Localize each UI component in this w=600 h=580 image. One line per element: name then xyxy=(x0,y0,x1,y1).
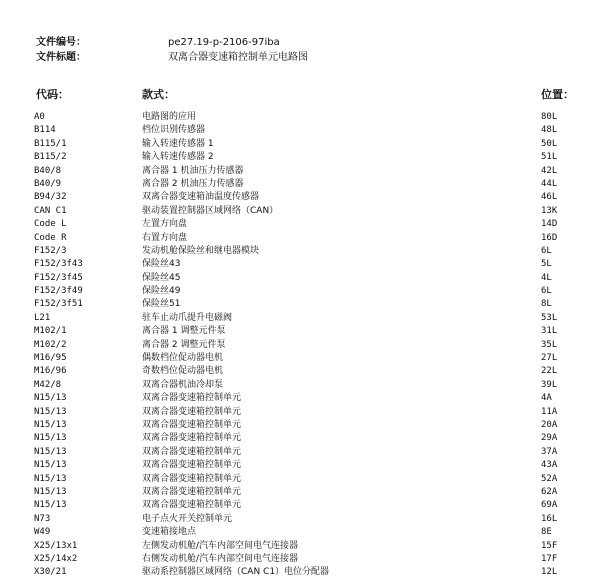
row-code: B94/32 xyxy=(34,192,67,203)
row-position: 16L xyxy=(541,513,558,524)
table-row xyxy=(0,432,600,445)
row-position: 48L xyxy=(541,125,558,136)
row-position: 12L xyxy=(541,567,558,578)
component-table xyxy=(0,111,600,580)
row-description: 输入转速传感器 1 xyxy=(142,138,214,149)
row-position: 46L xyxy=(541,192,558,203)
row-description: 保险丝49 xyxy=(142,286,181,297)
header-position: 位置： xyxy=(541,88,574,101)
row-description: 左侧发动机舱/汽车内部空间电气连接器 xyxy=(142,540,299,551)
row-position: 8E xyxy=(541,527,552,538)
row-position: 29A xyxy=(541,433,558,444)
table-row xyxy=(0,379,600,392)
row-code: L21 xyxy=(34,312,51,323)
row-description: 双离合器变速箱控制单元 xyxy=(142,419,242,430)
table-row xyxy=(0,526,600,539)
row-code: X30/21 xyxy=(34,567,67,578)
row-position: 43A xyxy=(541,460,558,471)
row-description: 电子点火开关控制单元 xyxy=(142,513,233,524)
row-position: 53L xyxy=(541,312,558,323)
row-description: 双离合器变速箱控制单元 xyxy=(142,500,242,511)
row-code: CAN C1 xyxy=(34,205,67,216)
header-description: 款式： xyxy=(142,88,175,101)
row-description: 电路图的应用 xyxy=(142,112,197,122)
table-row xyxy=(0,124,600,137)
row-position: 42L xyxy=(541,165,558,176)
row-position: 20A xyxy=(541,419,558,430)
table-row xyxy=(0,540,600,553)
row-description: 驻车止动爪提升电磁阀 xyxy=(142,312,233,323)
row-description: 离合器 2 调整元件泵 xyxy=(142,339,226,350)
row-code: M102/1 xyxy=(34,326,67,337)
row-description: 离合器 2 机油压力传感器 xyxy=(142,178,244,189)
row-code: X25/13x1 xyxy=(34,540,78,551)
table-row xyxy=(0,553,600,566)
table-row xyxy=(0,272,600,285)
row-code: B115/1 xyxy=(34,138,67,149)
row-code: F152/3f45 xyxy=(34,272,83,283)
row-code: M42/8 xyxy=(34,379,62,390)
row-position: 27L xyxy=(541,353,558,364)
table-row xyxy=(0,138,600,151)
row-position: 6L xyxy=(541,245,552,256)
row-code: N15/13 xyxy=(34,419,67,430)
row-code: B40/8 xyxy=(34,165,62,176)
row-code: N15/13 xyxy=(34,393,67,404)
document-number-label: 文件编号： xyxy=(36,37,86,48)
table-row xyxy=(0,325,600,338)
row-description: 左置方向盘 xyxy=(142,219,188,230)
table-row xyxy=(0,446,600,459)
table-row xyxy=(0,258,600,271)
row-description: 双离合器变速箱控制单元 xyxy=(142,486,242,497)
row-code: B114 xyxy=(34,125,56,136)
row-description: 发动机舱保险丝和继电器模块 xyxy=(142,245,260,256)
row-description: 双离合器变速箱油温度传感器 xyxy=(142,192,260,203)
row-description: 奇数档位促动器电机 xyxy=(142,366,224,377)
table-row xyxy=(0,285,600,298)
table-row xyxy=(0,191,600,204)
row-code: N15/13 xyxy=(34,473,67,484)
row-description: 保险丝45 xyxy=(142,272,181,283)
row-position: 16D xyxy=(541,232,558,243)
row-description: 保险丝51 xyxy=(142,299,181,310)
table-row xyxy=(0,499,600,512)
row-description: 离合器 1 机油压力传感器 xyxy=(142,165,244,176)
row-code: W49 xyxy=(34,527,51,538)
row-position: 15F xyxy=(541,540,558,551)
row-position: 17F xyxy=(541,553,558,564)
row-code: M16/95 xyxy=(34,353,67,364)
table-row xyxy=(0,352,600,365)
table-row xyxy=(0,111,600,124)
row-code: F152/3f51 xyxy=(34,299,83,310)
row-position: 31L xyxy=(541,326,558,337)
row-description: 右侧发动机舱/汽车内部空间电气连接器 xyxy=(142,553,299,564)
row-code: N15/13 xyxy=(34,446,67,457)
table-row xyxy=(0,339,600,352)
table-row xyxy=(0,232,600,245)
table-row xyxy=(0,513,600,526)
table-row xyxy=(0,486,600,499)
row-position: 39L xyxy=(541,379,558,390)
row-position: 4L xyxy=(541,272,552,283)
row-description: 驱动系控制器区域网络（CAN C1）电位分配器 xyxy=(142,567,330,578)
row-position: 22L xyxy=(541,366,558,377)
row-description: 档位识别传感器 xyxy=(142,125,206,136)
row-code: Code L xyxy=(34,219,67,230)
row-code: M102/2 xyxy=(34,339,67,350)
row-code: N15/13 xyxy=(34,460,67,471)
table-row xyxy=(0,392,600,405)
row-code: M16/96 xyxy=(34,366,67,377)
row-description: 右置方向盘 xyxy=(142,232,188,243)
header-code: 代码： xyxy=(36,88,69,101)
table-row xyxy=(0,245,600,258)
row-description: 双离合器变速箱控制单元 xyxy=(142,460,242,471)
row-code: X25/14x2 xyxy=(34,553,78,564)
row-description: 离合器 1 调整元件泵 xyxy=(142,326,226,337)
row-position: 8L xyxy=(541,299,552,310)
table-row xyxy=(0,365,600,378)
row-code: N15/13 xyxy=(34,406,67,417)
table-row xyxy=(0,459,600,472)
row-position: 37A xyxy=(541,446,558,457)
row-code: N15/13 xyxy=(34,500,67,511)
row-position: 6L xyxy=(541,286,552,297)
row-position: 5L xyxy=(541,259,552,270)
row-code: F152/3 xyxy=(34,245,67,256)
document-number-value: pe27.19-p-2106-97iba xyxy=(168,37,280,48)
row-position: 11A xyxy=(541,406,558,417)
row-code: B115/2 xyxy=(34,152,67,163)
document-title-label: 文件标题： xyxy=(36,52,86,63)
row-code: N15/13 xyxy=(34,433,67,444)
row-position: 14D xyxy=(541,219,558,230)
row-description: 输入转速传感器 2 xyxy=(142,152,214,163)
row-position: 35L xyxy=(541,339,558,350)
row-description: 驱动装置控制器区域网络（CAN） xyxy=(142,205,279,216)
row-code: B40/9 xyxy=(34,178,62,189)
row-description: 双离合器变速箱控制单元 xyxy=(142,406,242,417)
table-row xyxy=(0,165,600,178)
row-position: 13K xyxy=(541,205,558,216)
row-position: 80L xyxy=(541,112,558,122)
row-code: N73 xyxy=(34,513,51,524)
row-description: 双离合器变速箱控制单元 xyxy=(142,393,242,404)
table-row xyxy=(0,298,600,311)
row-position: 51L xyxy=(541,152,558,163)
table-row xyxy=(0,473,600,486)
table-row xyxy=(0,218,600,231)
row-description: 保险丝43 xyxy=(142,259,181,270)
row-position: 62A xyxy=(541,486,558,497)
document-title-value: 双离合器变速箱控制单元电路图 xyxy=(168,52,308,63)
row-description: 偶数档位促动器电机 xyxy=(142,353,224,364)
row-position: 4A xyxy=(541,393,552,404)
row-position: 52A xyxy=(541,473,558,484)
row-position: 69A xyxy=(541,500,558,511)
table-row xyxy=(0,566,600,579)
table-row xyxy=(0,312,600,325)
row-description: 双离合器变速箱控制单元 xyxy=(142,473,242,484)
table-row xyxy=(0,178,600,191)
row-code: F152/3f43 xyxy=(34,259,83,270)
table-row xyxy=(0,406,600,419)
row-code: A0 xyxy=(34,112,45,122)
row-code: Code R xyxy=(34,232,67,243)
table-row xyxy=(0,419,600,432)
row-description: 双离合器变速箱控制单元 xyxy=(142,446,242,457)
row-code: F152/3f49 xyxy=(34,286,83,297)
row-position: 50L xyxy=(541,138,558,149)
row-code: N15/13 xyxy=(34,486,67,497)
row-description: 双离合器变速箱控制单元 xyxy=(142,433,242,444)
row-description: 变速箱接地点 xyxy=(142,527,197,538)
row-description: 双离合器机油冷却泵 xyxy=(142,379,224,390)
row-position: 44L xyxy=(541,178,558,189)
table-row xyxy=(0,205,600,218)
table-row xyxy=(0,151,600,164)
